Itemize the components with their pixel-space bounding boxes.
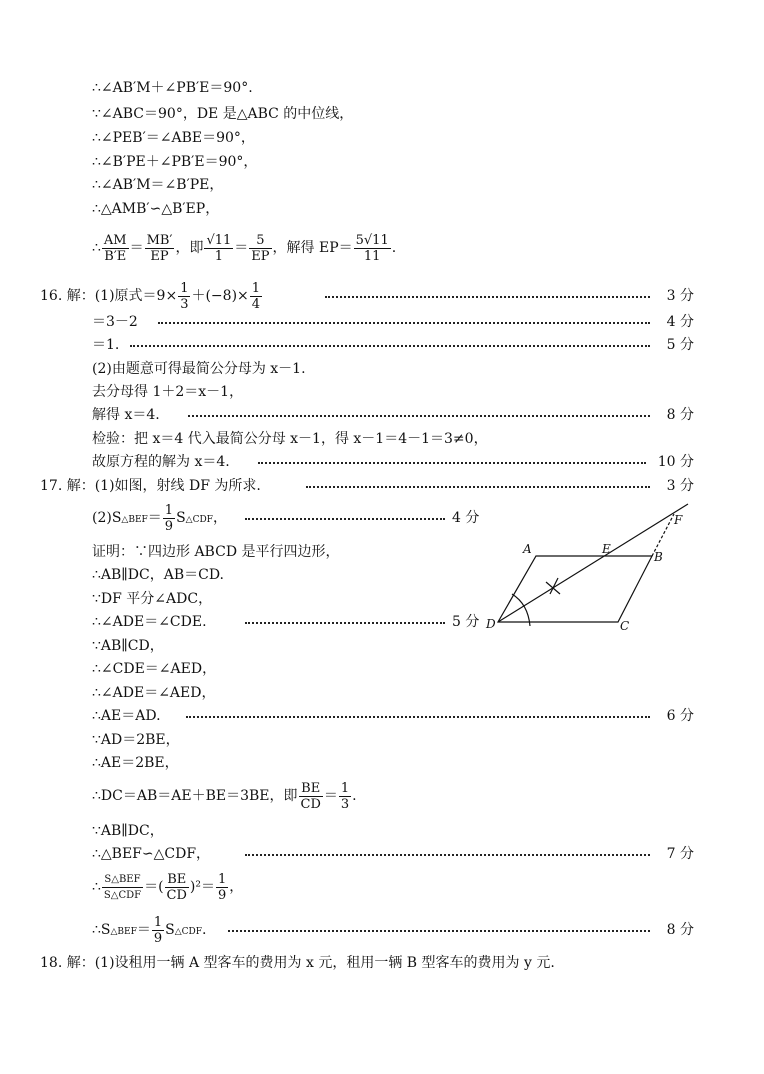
score-mark: 5 分 bbox=[452, 614, 480, 630]
q17-line11: ∵AD＝2BE， bbox=[92, 732, 180, 748]
score-mark: 5 分 bbox=[666, 337, 694, 353]
q17-line9: ∴∠ADE＝∠AED， bbox=[92, 685, 216, 701]
label-d: D bbox=[486, 617, 496, 631]
q17-line7: ∵AB∥CD， bbox=[92, 638, 164, 654]
score-mark: 6 分 bbox=[666, 708, 694, 724]
proof-line: ∴∠AB′M＋∠PB′E＝90°. bbox=[92, 80, 253, 96]
q16-line7: 检验：把 x＝4 代入最简公分母 x－1，得 x－1＝4－1＝3≠0， bbox=[92, 431, 488, 447]
construction-arc bbox=[512, 594, 530, 626]
score-mark: 3 分 bbox=[666, 288, 694, 304]
score-leader bbox=[245, 843, 650, 865]
q16-line8: 故原方程的解为 x＝4. bbox=[92, 454, 230, 470]
score-leader bbox=[245, 611, 445, 633]
q17-line14: ∵AB∥DC， bbox=[92, 823, 164, 839]
q17-line1: 17. 解：(1)如图，射线 DF 为所求. bbox=[40, 478, 261, 494]
q17-line16: ∴ $\frac{\text{S△BEF}}{\text{S△CDF}}$ ＝( $\frac{BE}{CD}$ )²＝ $\frac{1}{9}$ ， bbox=[92, 871, 244, 903]
q17-line5: ∵DF 平分∠ADC， bbox=[92, 591, 213, 607]
score-mark: 7 分 bbox=[666, 846, 694, 862]
fraction: $\frac{√11}{1}$ bbox=[206, 232, 232, 264]
q16-line1: 16. 解：(1)原式＝9× $\frac{1}{3}$ ＋(−8)× $\frac{1}{4}$ bbox=[40, 280, 261, 312]
fraction: $\frac{5√11}{11}$ bbox=[355, 232, 389, 264]
q17-line15: ∴△BEF∽△CDF， bbox=[92, 846, 211, 862]
score-leader bbox=[245, 507, 445, 529]
q16-line2: ＝3－2 bbox=[92, 314, 138, 330]
fraction: $\frac{\text{S△BEF}}{\text{S△CDF}}$ bbox=[103, 873, 142, 901]
q17-line4: ∴AB∥DC，AB＝CD. bbox=[92, 567, 224, 583]
fraction: $\frac{1}{9}$ bbox=[164, 502, 174, 534]
fraction: $\frac{BE}{CD}$ bbox=[166, 871, 187, 903]
q17-line12: ∴AE＝2BE， bbox=[92, 755, 179, 771]
parallelogram-abcd bbox=[498, 556, 652, 622]
score-mark: 8 分 bbox=[666, 922, 694, 938]
score-leader bbox=[158, 311, 650, 333]
label-a: A bbox=[523, 542, 532, 556]
q17-line2: (2)S△BEF＝ $\frac{1}{9}$ S△CDF， bbox=[92, 502, 227, 534]
score-mark: 10 分 bbox=[657, 454, 694, 470]
fraction: $\frac{1}{9}$ bbox=[153, 914, 163, 946]
score-mark: 3 分 bbox=[666, 478, 694, 494]
label-b: B bbox=[654, 550, 663, 564]
q17-line6: ∴∠ADE＝∠CDE. bbox=[92, 614, 207, 630]
fraction: $\frac{1}{9}$ bbox=[218, 871, 227, 903]
q17-line8: ∴∠CDE＝∠AED， bbox=[92, 661, 217, 677]
label-f: F bbox=[674, 513, 683, 527]
label-c: C bbox=[620, 619, 630, 633]
bisector-arc bbox=[546, 578, 560, 594]
q16-line6: 解得 x＝4. bbox=[92, 407, 160, 423]
score-leader bbox=[130, 334, 650, 356]
score-leader bbox=[306, 475, 650, 497]
proof-line-fractions: ∴ $\frac{AM}{B'E}$ ＝ $\frac{MB'}{EP}$ ，即 $\frac{√11}{1}$ ＝ $\frac{5}{EP}$ ，解得 EP＝ $\frac{5√11}{11}$ . bbox=[92, 232, 397, 264]
q17-line3: 证明：∵四边形 ABCD 是平行四边形， bbox=[92, 544, 340, 560]
score-mark: 8 分 bbox=[666, 407, 694, 423]
score-leader bbox=[188, 404, 650, 426]
fraction: $\frac{AM}{B'E}$ bbox=[103, 232, 127, 264]
score-mark: 4 分 bbox=[452, 510, 480, 526]
score-leader bbox=[258, 451, 646, 473]
proof-line: ∴∠PEB′＝∠ABE＝90°， bbox=[92, 130, 255, 146]
proof-line: ∵∠ABC＝90°，DE 是△ABC 的中位线， bbox=[92, 106, 354, 122]
fraction: $\frac{1}{3}$ bbox=[180, 280, 189, 312]
fraction: $\frac{BE}{CD}$ bbox=[300, 780, 321, 812]
fraction: $\frac{1}{3}$ bbox=[340, 780, 350, 812]
fraction: $\frac{5}{EP}$ bbox=[251, 232, 270, 264]
score-mark: 4 分 bbox=[666, 314, 694, 330]
fraction: $\frac{MB'}{EP}$ bbox=[146, 232, 173, 264]
proof-line: ∴∠AB′M＝∠B′PE， bbox=[92, 177, 224, 193]
q17-line17: ∴S△BEF＝ $\frac{1}{9}$ S△CDF. bbox=[92, 914, 207, 946]
q17-line10: ∴AE＝AD. bbox=[92, 708, 161, 724]
q16-line3: ＝1. bbox=[92, 337, 120, 353]
label-e: E bbox=[602, 542, 611, 556]
proof-line: ∴∠B′PE＋∠PB′E＝90°， bbox=[92, 154, 258, 170]
q16-line4: (2)由题意可得最简公分母为 x－1. bbox=[92, 361, 306, 377]
score-leader bbox=[186, 705, 650, 727]
q16-line5: 去分母得 1＋2＝x－1， bbox=[92, 384, 244, 400]
q18-line1: 18. 解：(1)设租用一辆 A 型客车的费用为 x 元，租用一辆 B 型客车的费用为 y 元. bbox=[40, 955, 555, 971]
parallelogram-figure bbox=[480, 498, 710, 638]
fraction: $\frac{1}{4}$ bbox=[251, 280, 261, 312]
score-leader bbox=[325, 285, 650, 307]
proof-line: ∴△AMB′∽△B′EP， bbox=[92, 201, 220, 217]
q17-line13: ∴DC＝AB＝AE＋BE＝3BE，即 $\frac{BE}{CD}$ ＝ $\frac{1}{3}$ . bbox=[92, 780, 357, 812]
score-leader bbox=[228, 919, 650, 941]
